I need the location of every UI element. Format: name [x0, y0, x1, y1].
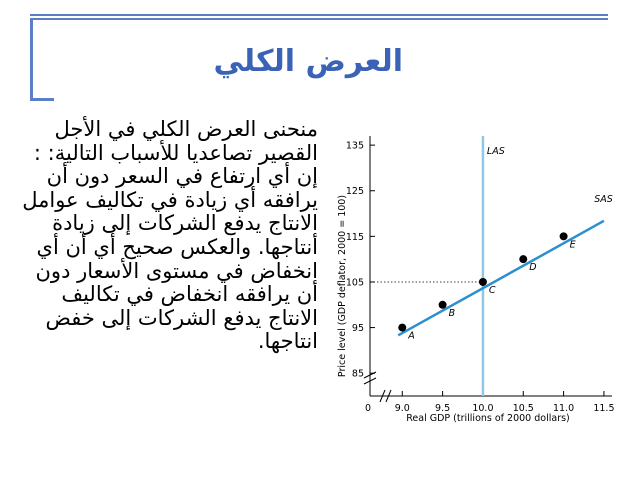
- x-tick-label-origin: 0: [364, 403, 372, 414]
- supply-curves: [398, 136, 613, 396]
- y-tick-label: 135: [345, 140, 364, 152]
- point-label: D: [529, 262, 537, 274]
- x-tick-label: 11.0: [553, 403, 575, 414]
- y-ticks: [346, 141, 375, 380]
- x-tick-label: 11.5: [593, 403, 615, 414]
- x-tick-label: 9.5: [435, 403, 451, 414]
- left-frame-line: [30, 18, 33, 100]
- las-label: LAS: [486, 146, 505, 158]
- x-tick-label: 10.5: [512, 403, 534, 414]
- point-label: E: [569, 239, 576, 251]
- point-label: A: [408, 330, 415, 342]
- y-tick-label: 105: [345, 277, 364, 289]
- frame-corner-tick: [30, 98, 54, 101]
- point-label: B: [448, 307, 456, 319]
- point-c: [479, 278, 487, 286]
- x-tick-label: 10.0: [472, 403, 494, 414]
- x-tick-label: 9.0: [394, 403, 410, 414]
- point-label: C: [488, 284, 496, 296]
- aggregate-supply-chart: [330, 126, 630, 426]
- point-d: [519, 255, 527, 263]
- y-tick-label: 85: [351, 368, 364, 380]
- y-axis-label: Price level (GDP deflator, 2000 = 100): [337, 194, 348, 378]
- point-b: [439, 301, 447, 309]
- slide-body-text: منحنى العرض الكلي في الأجل القصير تصاعديا للأسباب التالية: : إن أي ارتفاع في السعر دون أن يرافقه أي زيادة في تكاليف عوامل الانتاج يدفع الشركات إلى زيادة أنتاجها. والعكس صحيح أي أن أي انخفاض في مستوى الأسعار دون أن يرافقه انخفاض في تكاليف الانتاج يدفع الشركات إلى خفض انتاجها.: [22, 117, 318, 354]
- point-e: [560, 232, 568, 240]
- y-tick-label: 115: [345, 231, 364, 243]
- point-a: [398, 324, 406, 332]
- sas-line: [398, 221, 604, 335]
- x-ticks: [365, 391, 615, 414]
- sas-label: SAS: [594, 194, 613, 206]
- y-tick-label: 95: [351, 323, 364, 335]
- slide-title: العرض الكلي: [213, 44, 403, 79]
- x-axis-label: Real GDP (trillions of 2000 dollars): [406, 413, 570, 424]
- top-frame-lines: [30, 14, 608, 20]
- y-tick-label: 125: [345, 186, 364, 198]
